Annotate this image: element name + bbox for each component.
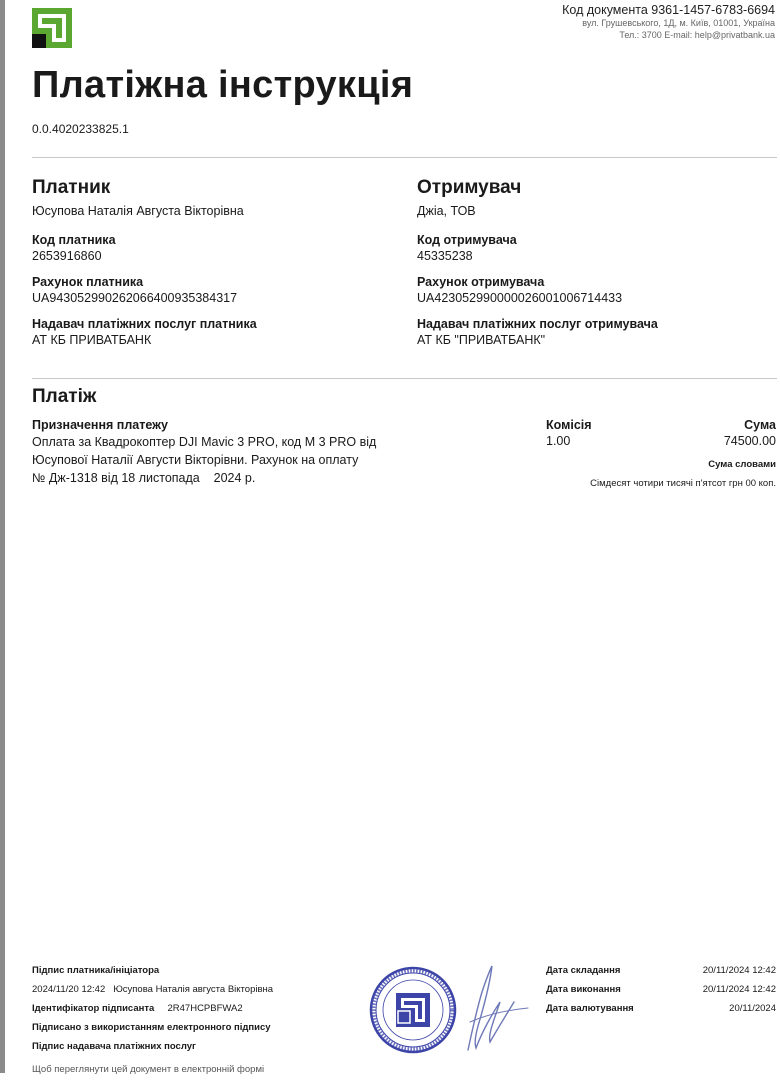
- receiver-code-field: [417, 232, 777, 265]
- esign-note: Підписано з використанням електронного підпису: [32, 1022, 271, 1033]
- payment-purpose-line: Юсупової Наталії Августи Вікторівни. Рахунок на оплату: [32, 453, 359, 467]
- page-left-edge: [0, 0, 5, 1073]
- receiver-section: [417, 176, 777, 349]
- document-number: 0.0.4020233825.1: [32, 122, 129, 136]
- receiver-account: UA423052990000026001006714433: [417, 291, 623, 305]
- amount-words-label: Сума словами: [708, 459, 776, 470]
- receiver-account-field: [417, 274, 777, 307]
- payment-purpose: [32, 417, 422, 487]
- receiver-code: 45335238: [417, 249, 473, 263]
- date-created-label: Дата складання: [546, 965, 621, 976]
- view-note: Щоб переглянути цей документ в електронній формі: [32, 1064, 265, 1075]
- payer-account: UA943052990262066400935384317: [32, 291, 238, 305]
- receiver-code-label: Код отримувача: [417, 233, 517, 247]
- receiver-provider-field: [417, 316, 777, 349]
- signer-id-label: Ідентифікатор підписанта: [32, 1003, 155, 1014]
- receiver-provider: АТ КБ "ПРИВАТБАНК": [417, 333, 546, 347]
- date-executed: 20/11/2024 12:42: [702, 984, 776, 995]
- amount-block: [590, 417, 776, 489]
- divider: [32, 157, 777, 158]
- payer-provider-field: [32, 316, 392, 349]
- receiver-provider-label: Надавач платіжних послуг отримувача: [417, 317, 658, 331]
- receiver-account-label: Рахунок отримувача: [417, 275, 545, 289]
- commission-block: [546, 417, 592, 450]
- payer-code: 2653916860: [32, 249, 102, 263]
- document-code-label: Код документа: [562, 3, 648, 17]
- payment-heading: Платіж: [32, 386, 97, 407]
- amount-words: Сімдесят чотири тисячі п'ятсот грн 00 коп.: [590, 478, 776, 489]
- commission-label: Комісія: [546, 418, 592, 432]
- payer-account-label: Рахунок платника: [32, 275, 144, 289]
- signer-id: 2R47HCPBFWA2: [167, 1003, 243, 1014]
- date-value-label: Дата валютування: [546, 1003, 634, 1014]
- date-value: 20/11/2024: [729, 1003, 776, 1014]
- document-code-value: 9361-1457-6783-6694: [651, 3, 775, 17]
- payer-code-field: [32, 232, 392, 265]
- amount-label: Сума: [744, 418, 776, 432]
- amount-value: 74500.00: [723, 434, 776, 448]
- payment-purpose-label: Призначення платежу: [32, 418, 168, 432]
- date-created: 20/11/2024 12:42: [702, 965, 776, 976]
- date-value-row: [546, 1002, 776, 1021]
- receiver-heading: Отримувач: [417, 177, 522, 198]
- provider-sign-label: Підпис надавача платіжних послуг: [32, 1041, 196, 1052]
- document-code: [562, 3, 775, 17]
- date-executed-row: [546, 983, 776, 1002]
- signer-label: Підпис платника/ініціатора: [32, 965, 160, 976]
- signer-timestamp: 2024/11/20 12:42: [32, 984, 106, 995]
- bank-address: вул. Грушевського, 1Д, м. Київ, 01001, Україна: [582, 18, 775, 28]
- page-title: Платіжна інструкція: [32, 64, 414, 106]
- payer-provider-label: Надавач платіжних послуг платника: [32, 317, 257, 331]
- payer-code-label: Код платника: [32, 233, 116, 247]
- date-executed-label: Дата виконання: [546, 984, 621, 995]
- commission-value: 1.00: [546, 434, 571, 448]
- payer-heading: Платник: [32, 177, 111, 198]
- bank-contacts: Тел.: 3700 E-mail: help@privatbank.ua: [619, 30, 775, 40]
- handwritten-signature-icon: [448, 962, 530, 1058]
- privatbank-logo-icon: [32, 8, 72, 48]
- payer-provider: АТ КБ ПРИВАТБАНК: [32, 333, 152, 347]
- bank-stamp-icon: [368, 965, 458, 1055]
- payment-purpose-line: Оплата за Квадрокоптер DJI Mavic 3 PRO, код M 3 PRO від: [32, 435, 377, 449]
- divider: [32, 378, 777, 379]
- dates-block: [546, 964, 776, 1021]
- payer-name: Юсупова Наталія Августа Вікторівна: [32, 204, 244, 218]
- receiver-name: Джіа, ТОВ: [417, 204, 476, 218]
- payment-purpose-line: № Дж-1318 від 18 листопада 2024 р.: [32, 471, 256, 485]
- payer-account-field: [32, 274, 392, 307]
- signature-info: [32, 964, 273, 1082]
- date-created-row: [546, 964, 776, 983]
- document-header: [562, 3, 775, 41]
- signer-name: Юсупова Наталія августа Вікторівна: [113, 984, 274, 995]
- payer-section: [32, 176, 392, 349]
